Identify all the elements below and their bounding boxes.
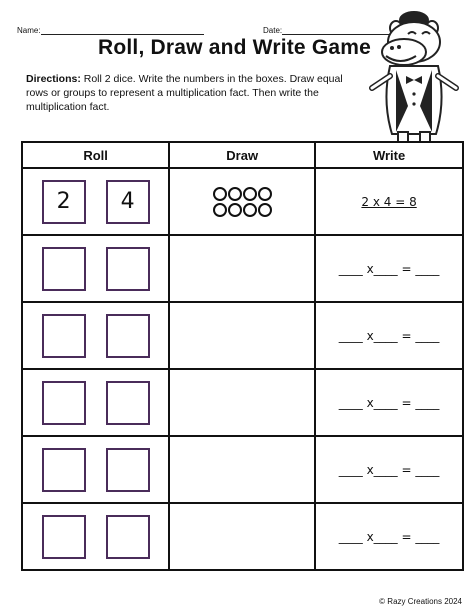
table-header-row bbox=[22, 142, 463, 168]
blank-fact: ____ x____ = ____ bbox=[338, 328, 440, 343]
table-row-example bbox=[22, 168, 463, 235]
draw-cell[interactable] bbox=[169, 369, 315, 436]
die-box-2[interactable] bbox=[106, 314, 150, 358]
draw-cell[interactable] bbox=[169, 302, 315, 369]
write-cell[interactable] bbox=[315, 168, 463, 235]
game-table bbox=[21, 141, 464, 571]
circle-icon bbox=[243, 187, 257, 201]
page-title: Roll, Draw and Write Game bbox=[98, 36, 372, 59]
blank-fact: ____ x____ = ____ bbox=[338, 462, 440, 477]
header-write: Write bbox=[315, 142, 463, 168]
name-label: Name: bbox=[17, 26, 41, 35]
table-row bbox=[22, 436, 463, 503]
roll-cell bbox=[22, 168, 169, 235]
circle-icon bbox=[213, 203, 227, 217]
draw-cell[interactable] bbox=[169, 503, 315, 570]
name-line[interactable] bbox=[41, 26, 204, 35]
blank-fact: ____ x____ = ____ bbox=[338, 529, 440, 544]
multiplication-fact: 2 x 4 = 8 bbox=[361, 194, 417, 209]
die-box-1[interactable] bbox=[42, 448, 86, 492]
circle-icon bbox=[258, 187, 272, 201]
circle-icon bbox=[228, 203, 242, 217]
die-box-2[interactable] bbox=[106, 247, 150, 291]
roll-cell bbox=[22, 235, 169, 302]
draw-cell[interactable] bbox=[169, 235, 315, 302]
date-label: Date: bbox=[263, 26, 283, 35]
table-row bbox=[22, 503, 463, 570]
draw-cell[interactable] bbox=[169, 168, 315, 235]
directions-body: Roll 2 dice. Write the numbers in the boxes. Draw equal rows or groups to represent a multiplication fact. Then write the multiplication fact. bbox=[26, 73, 343, 113]
die-box-2[interactable] bbox=[106, 381, 150, 425]
die-box-2[interactable]: 4 bbox=[106, 180, 150, 224]
die-box-1[interactable] bbox=[42, 515, 86, 559]
circle-icon bbox=[228, 187, 242, 201]
copyright-text: © Razy Creations 2024 bbox=[379, 597, 462, 606]
circle-icon bbox=[213, 187, 227, 201]
die-box-2[interactable] bbox=[106, 448, 150, 492]
write-cell[interactable] bbox=[315, 369, 463, 436]
table-row bbox=[22, 369, 463, 436]
write-cell[interactable] bbox=[315, 436, 463, 503]
roll-cell bbox=[22, 369, 169, 436]
name-field[interactable] bbox=[17, 26, 204, 35]
die-box-1[interactable] bbox=[42, 381, 86, 425]
directions-text bbox=[26, 72, 366, 114]
directions-label: Directions: bbox=[26, 73, 81, 85]
circle-icon bbox=[258, 203, 272, 217]
write-cell[interactable] bbox=[315, 235, 463, 302]
roll-cell bbox=[22, 302, 169, 369]
roll-cell bbox=[22, 436, 169, 503]
roll-cell bbox=[22, 503, 169, 570]
table-row bbox=[22, 235, 463, 302]
header-roll: Roll bbox=[22, 142, 169, 168]
die-box-1[interactable]: 2 bbox=[42, 180, 86, 224]
hippo-with-bowtie-icon bbox=[352, 6, 472, 146]
write-cell[interactable] bbox=[315, 302, 463, 369]
die-box-2[interactable] bbox=[106, 515, 150, 559]
header-draw: Draw bbox=[169, 142, 315, 168]
draw-cell[interactable] bbox=[169, 436, 315, 503]
blank-fact: ____ x____ = ____ bbox=[338, 261, 440, 276]
write-cell[interactable] bbox=[315, 503, 463, 570]
circle-groups bbox=[170, 187, 314, 217]
die-box-1[interactable] bbox=[42, 314, 86, 358]
die-box-1[interactable] bbox=[42, 247, 86, 291]
blank-fact: ____ x____ = ____ bbox=[338, 395, 440, 410]
circle-icon bbox=[243, 203, 257, 217]
table-row bbox=[22, 302, 463, 369]
